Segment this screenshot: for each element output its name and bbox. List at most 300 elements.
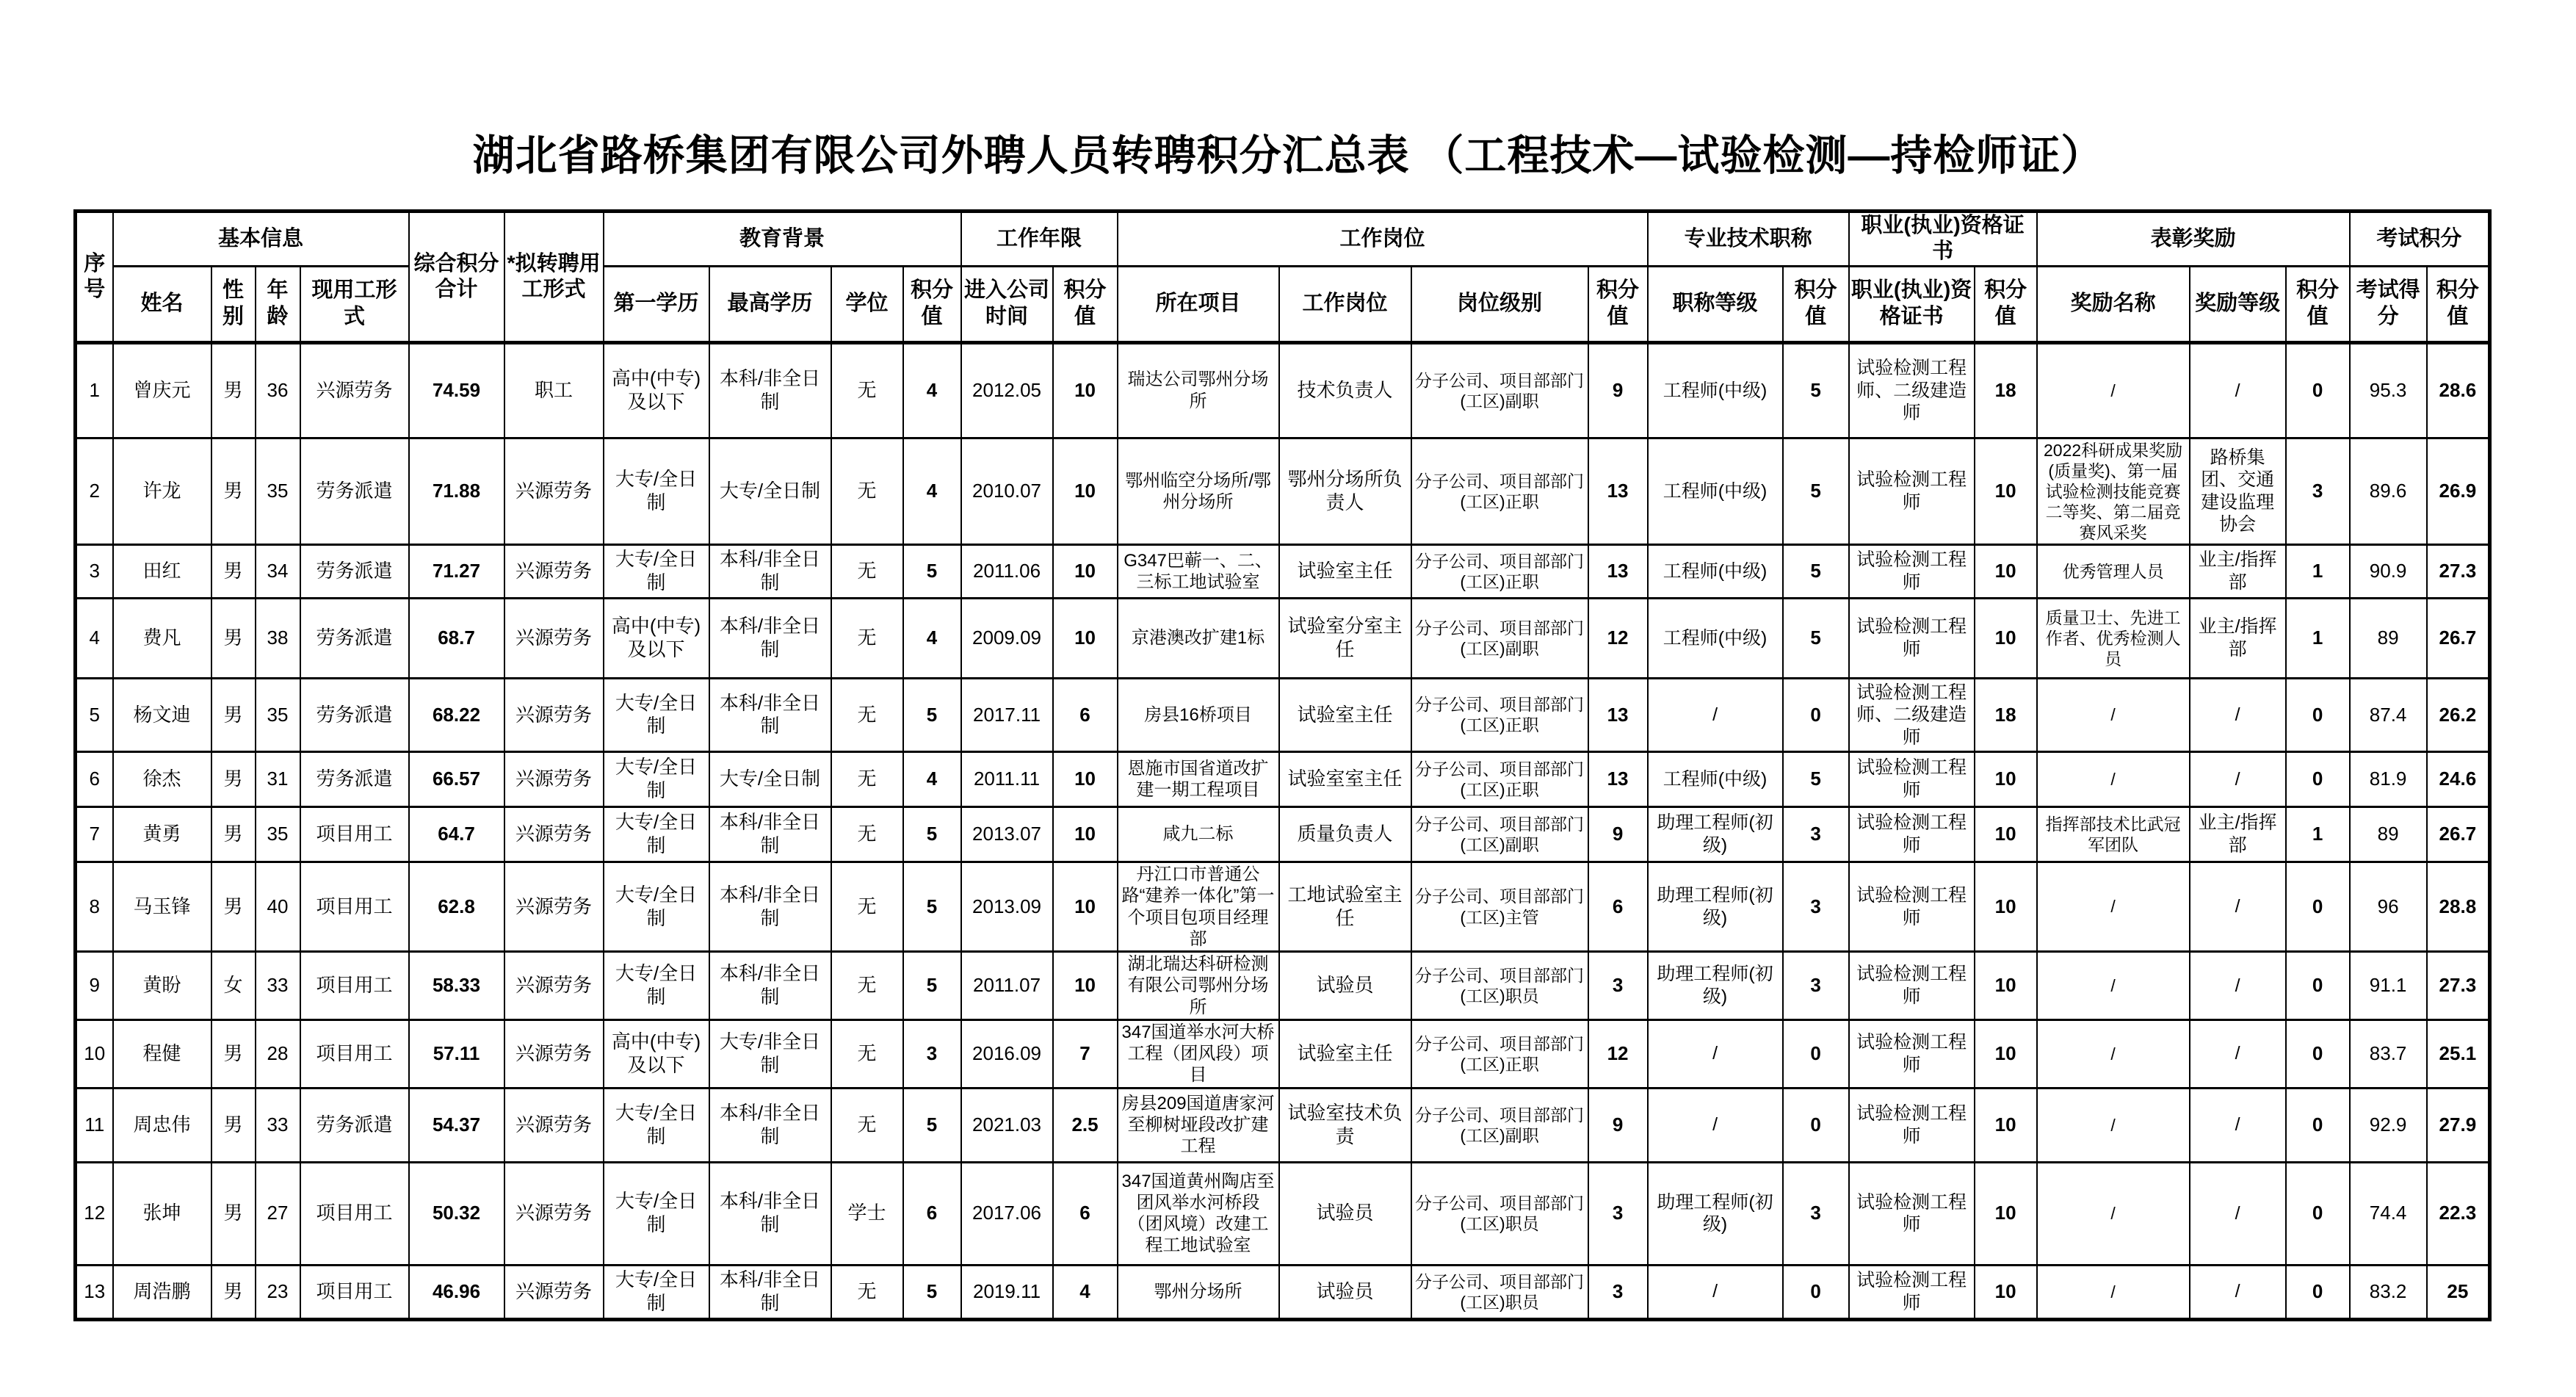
header-group-cert: 职业(执业)资格证书: [1849, 212, 2037, 267]
header-group-exam: 考试积分: [2350, 212, 2490, 267]
cell-degree: 学士: [831, 1162, 903, 1265]
cell-gender: 男: [211, 342, 256, 438]
cell-name: 张坤: [113, 1162, 211, 1265]
cell-name: 程健: [113, 1019, 211, 1088]
cell-years-score: 2.5: [1053, 1088, 1118, 1162]
cell-cert: 试验检测工程师: [1849, 806, 1975, 862]
cell-total-score: 71.27: [409, 544, 504, 598]
cell-post: 试验室技术负责: [1279, 1088, 1411, 1162]
cell-current-form: 兴源劳务: [300, 342, 409, 438]
cell-degree: 无: [831, 544, 903, 598]
cell-years-score: 4: [1053, 1265, 1118, 1319]
header-cell-years-score: 积分值: [1053, 266, 1118, 342]
cell-years-score: 6: [1053, 678, 1118, 751]
cell-xuhao: 5: [76, 678, 113, 751]
cell-award-name: /: [2037, 1019, 2190, 1088]
cell-age: 34: [256, 544, 300, 598]
cell-edu-score: 5: [903, 806, 961, 862]
cell-edu-score: 5: [903, 1088, 961, 1162]
cell-title-score: 0: [1783, 1088, 1849, 1162]
cell-cert: 试验检测工程师: [1849, 598, 1975, 678]
cell-title-level: 工程师(中级): [1648, 438, 1783, 544]
cell-exam-score: 89.6: [2350, 438, 2427, 544]
cell-first-degree: 大专/全日制: [604, 1088, 709, 1162]
cell-total-score: 64.7: [409, 806, 504, 862]
header-cell-xuhao: 序号: [76, 212, 113, 343]
cell-gender: 男: [211, 598, 256, 678]
cell-title-level: 助理工程师(初级): [1648, 1162, 1783, 1265]
table-row: [76, 544, 2490, 598]
cell-award-name: /: [2037, 1162, 2190, 1265]
cell-total-score: 74.59: [409, 342, 504, 438]
cell-project: G347巴蕲一、二、三标工地试验室: [1118, 544, 1279, 598]
cell-post-level: 分子公司、项目部部门(工区)职员: [1411, 1162, 1588, 1265]
cell-post-level: 分子公司、项目部部门(工区)正职: [1411, 438, 1588, 544]
cell-highest-degree: 本科/非全日制: [709, 952, 831, 1020]
cell-post-score: 12: [1588, 598, 1648, 678]
cell-cert: 试验检测工程师: [1849, 438, 1975, 544]
cell-award-level: 路桥集团、交通建设监理协会: [2190, 438, 2286, 544]
cell-exam-points: 24.6: [2427, 751, 2490, 806]
cell-project: 347国道黄州陶店至团风举水河桥段（团风境）改建工程工地试验室: [1118, 1162, 1279, 1265]
cell-name: 周浩鹏: [113, 1265, 211, 1319]
cell-join-time: 2021.03: [961, 1088, 1053, 1162]
cell-award-level: 业主/指挥部: [2190, 544, 2286, 598]
header-cell-proposed-form: *拟转聘用工形式: [504, 212, 604, 343]
cell-award-score: 0: [2286, 1019, 2350, 1088]
cell-title-level: 工程师(中级): [1648, 598, 1783, 678]
cell-project: 京港澳改扩建1标: [1118, 598, 1279, 678]
cell-edu-score: 5: [903, 544, 961, 598]
cell-post-score: 13: [1588, 678, 1648, 751]
cell-total-score: 50.32: [409, 1162, 504, 1265]
cell-edu-score: 5: [903, 678, 961, 751]
cell-edu-score: 4: [903, 438, 961, 544]
table-row: [76, 751, 2490, 806]
cell-first-degree: 大专/全日制: [604, 1162, 709, 1265]
cell-years-score: 10: [1053, 438, 1118, 544]
cell-highest-degree: 大专/非全日制: [709, 1019, 831, 1088]
table-row: [76, 678, 2490, 751]
cell-post: 试验员: [1279, 1265, 1411, 1319]
cell-current-form: 项目用工: [300, 862, 409, 951]
header-cell-total-score: 综合积分合计: [409, 212, 504, 343]
cell-award-level: /: [2190, 751, 2286, 806]
cell-title-score: 3: [1783, 952, 1849, 1020]
cell-gender: 男: [211, 751, 256, 806]
cell-gender: 男: [211, 862, 256, 951]
cell-total-score: 68.22: [409, 678, 504, 751]
cell-post-level: 分子公司、项目部部门(工区)副职: [1411, 598, 1588, 678]
cell-title-score: 5: [1783, 544, 1849, 598]
header-group-post: 工作岗位: [1118, 212, 1648, 267]
cell-project: 湖北瑞达科研检测有限公司鄂州分场所: [1118, 952, 1279, 1020]
cell-exam-score: 89: [2350, 806, 2427, 862]
cell-name: 许龙: [113, 438, 211, 544]
cell-highest-degree: 本科/非全日制: [709, 678, 831, 751]
cell-highest-degree: 大专/全日制: [709, 751, 831, 806]
cell-degree: 无: [831, 1019, 903, 1088]
cell-age: 23: [256, 1265, 300, 1319]
cell-total-score: 62.8: [409, 862, 504, 951]
cell-proposed-form: 兴源劳务: [504, 1019, 604, 1088]
cell-post: 试验员: [1279, 952, 1411, 1020]
cell-exam-points: 22.3: [2427, 1162, 2490, 1265]
cell-cert-score: 10: [1975, 751, 2037, 806]
cell-cert-score: 10: [1975, 806, 2037, 862]
cell-exam-score: 74.4: [2350, 1162, 2427, 1265]
cell-xuhao: 8: [76, 862, 113, 951]
cell-proposed-form: 兴源劳务: [504, 1265, 604, 1319]
cell-current-form: 项目用工: [300, 806, 409, 862]
cell-proposed-form: 兴源劳务: [504, 952, 604, 1020]
cell-years-score: 10: [1053, 806, 1118, 862]
cell-exam-points: 26.2: [2427, 678, 2490, 751]
cell-post-level: 分子公司、项目部部门(工区)职员: [1411, 952, 1588, 1020]
cell-title-level: /: [1648, 1019, 1783, 1088]
cell-award-score: 0: [2286, 751, 2350, 806]
cell-cert: 试验检测工程师: [1849, 1019, 1975, 1088]
cell-post-level: 分子公司、项目部部门(工区)正职: [1411, 1019, 1588, 1088]
cell-post: 技术负责人: [1279, 342, 1411, 438]
cell-title-level: 工程师(中级): [1648, 751, 1783, 806]
cell-gender: 男: [211, 1162, 256, 1265]
cell-award-name: /: [2037, 952, 2190, 1020]
header-cell-title-level: 职称等级: [1648, 266, 1783, 342]
cell-project: 房县209国道唐家河至柳树垭段改扩建工程: [1118, 1088, 1279, 1162]
header-group-years: 工作年限: [961, 212, 1118, 267]
cell-name: 杨文迪: [113, 678, 211, 751]
cell-proposed-form: 兴源劳务: [504, 1088, 604, 1162]
cell-degree: 无: [831, 751, 903, 806]
cell-current-form: 项目用工: [300, 1019, 409, 1088]
cell-post: 试验室主任: [1279, 544, 1411, 598]
header-cell-gender: 性别: [211, 266, 256, 342]
table-body: [76, 342, 2490, 1319]
cell-edu-score: 5: [903, 1265, 961, 1319]
header-cell-cert-score: 积分值: [1975, 266, 2037, 342]
cell-post-score: 9: [1588, 342, 1648, 438]
cell-current-form: 劳务派遣: [300, 678, 409, 751]
cell-title-level: 助理工程师(初级): [1648, 952, 1783, 1020]
cell-highest-degree: 本科/非全日制: [709, 1162, 831, 1265]
cell-post: 鄂州分场所负责人: [1279, 438, 1411, 544]
cell-highest-degree: 本科/非全日制: [709, 1088, 831, 1162]
table-row: [76, 1088, 2490, 1162]
cell-name: 曾庆元: [113, 342, 211, 438]
cell-title-score: 3: [1783, 806, 1849, 862]
table-row: [76, 952, 2490, 1020]
cell-first-degree: 大专/全日制: [604, 438, 709, 544]
cell-post: 试验室主任: [1279, 1019, 1411, 1088]
header-cell-age: 年龄: [256, 266, 300, 342]
cell-edu-score: 4: [903, 751, 961, 806]
cell-cert: 试验检测工程师: [1849, 862, 1975, 951]
cell-post-score: 12: [1588, 1019, 1648, 1088]
header-cell-award-score: 积分值: [2286, 266, 2350, 342]
cell-award-name: 质量卫士、先进工作者、优秀检测人员: [2037, 598, 2190, 678]
cell-degree: 无: [831, 1265, 903, 1319]
cell-cert: 试验检测工程师: [1849, 544, 1975, 598]
cell-first-degree: 大专/全日制: [604, 751, 709, 806]
cell-post-score: 3: [1588, 1162, 1648, 1265]
cell-proposed-form: 兴源劳务: [504, 544, 604, 598]
cell-gender: 男: [211, 1088, 256, 1162]
cell-title-score: 3: [1783, 862, 1849, 951]
cell-post: 试验室室主任: [1279, 751, 1411, 806]
cell-award-score: 0: [2286, 1265, 2350, 1319]
cell-degree: 无: [831, 806, 903, 862]
cell-name: 徐杰: [113, 751, 211, 806]
cell-post-score: 9: [1588, 1088, 1648, 1162]
cell-exam-score: 95.3: [2350, 342, 2427, 438]
cell-cert: 试验检测工程师、二级建造师: [1849, 342, 1975, 438]
cell-post: 试验室主任: [1279, 678, 1411, 751]
header-cell-current-form: 现用工形式: [300, 266, 409, 342]
cell-title-score: 0: [1783, 1019, 1849, 1088]
cell-xuhao: 12: [76, 1162, 113, 1265]
cell-years-score: 7: [1053, 1019, 1118, 1088]
cell-exam-score: 92.9: [2350, 1088, 2427, 1162]
cell-degree: 无: [831, 862, 903, 951]
cell-highest-degree: 大专/全日制: [709, 438, 831, 544]
cell-award-score: 0: [2286, 862, 2350, 951]
cell-first-degree: 高中(中专)及以下: [604, 342, 709, 438]
cell-post-level: 分子公司、项目部部门(工区)副职: [1411, 342, 1588, 438]
cell-xuhao: 1: [76, 342, 113, 438]
header-cell-post: 工作岗位: [1279, 266, 1411, 342]
cell-post-score: 13: [1588, 751, 1648, 806]
cell-join-time: 2009.09: [961, 598, 1053, 678]
cell-post-score: 9: [1588, 806, 1648, 862]
cell-gender: 男: [211, 438, 256, 544]
cell-post: 试验员: [1279, 1162, 1411, 1265]
cell-xuhao: 2: [76, 438, 113, 544]
cell-years-score: 10: [1053, 862, 1118, 951]
header-cell-exam-score: 考试得分: [2350, 266, 2427, 342]
table-row: [76, 342, 2490, 438]
cell-years-score: 10: [1053, 952, 1118, 1020]
cell-highest-degree: 本科/非全日制: [709, 598, 831, 678]
cell-award-level: /: [2190, 1019, 2286, 1088]
cell-xuhao: 6: [76, 751, 113, 806]
cell-post-level: 分子公司、项目部部门(工区)正职: [1411, 544, 1588, 598]
score-summary-table: [73, 209, 2492, 1321]
cell-current-form: 劳务派遣: [300, 1088, 409, 1162]
cell-title-score: 5: [1783, 751, 1849, 806]
cell-title-level: /: [1648, 1265, 1783, 1319]
cell-award-level: /: [2190, 862, 2286, 951]
cell-total-score: 66.57: [409, 751, 504, 806]
cell-join-time: 2013.07: [961, 806, 1053, 862]
cell-xuhao: 11: [76, 1088, 113, 1162]
cell-exam-score: 91.1: [2350, 952, 2427, 1020]
cell-proposed-form: 兴源劳务: [504, 438, 604, 544]
cell-post: 试验室分室主任: [1279, 598, 1411, 678]
cell-award-name: /: [2037, 751, 2190, 806]
cell-post-level: 分子公司、项目部部门(工区)副职: [1411, 1088, 1588, 1162]
cell-total-score: 54.37: [409, 1088, 504, 1162]
cell-award-name: /: [2037, 678, 2190, 751]
cell-award-name: /: [2037, 342, 2190, 438]
cell-cert: 试验检测工程师、二级建造师: [1849, 678, 1975, 751]
cell-first-degree: 高中(中专)及以下: [604, 1019, 709, 1088]
cell-cert-score: 10: [1975, 544, 2037, 598]
header-cell-highest-degree: 最高学历: [709, 266, 831, 342]
cell-award-score: 0: [2286, 952, 2350, 1020]
cell-edu-score: 5: [903, 952, 961, 1020]
cell-gender: 男: [211, 544, 256, 598]
header-cell-exam-points: 积分值: [2427, 266, 2490, 342]
cell-award-level: /: [2190, 1162, 2286, 1265]
cell-name: 黄勇: [113, 806, 211, 862]
header-group-education: 教育背景: [604, 212, 961, 267]
cell-join-time: 2011.06: [961, 544, 1053, 598]
cell-project: 瑞达公司鄂州分场所: [1118, 342, 1279, 438]
cell-years-score: 10: [1053, 598, 1118, 678]
cell-proposed-form: 兴源劳务: [504, 862, 604, 951]
cell-xuhao: 10: [76, 1019, 113, 1088]
cell-award-level: /: [2190, 678, 2286, 751]
cell-age: 36: [256, 342, 300, 438]
cell-first-degree: 大专/全日制: [604, 544, 709, 598]
cell-title-score: 5: [1783, 598, 1849, 678]
cell-degree: 无: [831, 438, 903, 544]
cell-award-score: 1: [2286, 598, 2350, 678]
cell-cert-score: 18: [1975, 678, 2037, 751]
cell-xuhao: 3: [76, 544, 113, 598]
cell-name: 费凡: [113, 598, 211, 678]
cell-proposed-form: 职工: [504, 342, 604, 438]
cell-proposed-form: 兴源劳务: [504, 751, 604, 806]
cell-years-score: 6: [1053, 1162, 1118, 1265]
cell-age: 35: [256, 678, 300, 751]
cell-degree: 无: [831, 342, 903, 438]
cell-project: 丹江口市普通公路“建养一体化”第一个项目包项目经理部: [1118, 862, 1279, 951]
cell-award-level: /: [2190, 1088, 2286, 1162]
table-row: [76, 1162, 2490, 1265]
cell-years-score: 10: [1053, 544, 1118, 598]
cell-post: 工地试验室主任: [1279, 862, 1411, 951]
cell-cert: 试验检测工程师: [1849, 1088, 1975, 1162]
cell-exam-score: 89: [2350, 598, 2427, 678]
cell-post-level: 分子公司、项目部部门(工区)职员: [1411, 1265, 1588, 1319]
header-cell-project: 所在项目: [1118, 266, 1279, 342]
cell-xuhao: 4: [76, 598, 113, 678]
cell-post-level: 分子公司、项目部部门(工区)正职: [1411, 678, 1588, 751]
cell-degree: 无: [831, 598, 903, 678]
header-cell-first-degree: 第一学历: [604, 266, 709, 342]
header-cell-title-score: 积分值: [1783, 266, 1849, 342]
cell-award-score: 3: [2286, 438, 2350, 544]
cell-cert-score: 10: [1975, 1162, 2037, 1265]
cell-current-form: 项目用工: [300, 952, 409, 1020]
cell-post: 质量负责人: [1279, 806, 1411, 862]
cell-title-score: 3: [1783, 1162, 1849, 1265]
cell-award-level: /: [2190, 952, 2286, 1020]
cell-exam-points: 26.7: [2427, 598, 2490, 678]
cell-proposed-form: 兴源劳务: [504, 806, 604, 862]
header-group-row: [76, 212, 2490, 267]
cell-total-score: 68.7: [409, 598, 504, 678]
cell-xuhao: 7: [76, 806, 113, 862]
cell-award-level: /: [2190, 1265, 2286, 1319]
cell-gender: 女: [211, 952, 256, 1020]
cell-award-score: 0: [2286, 1162, 2350, 1265]
cell-award-name: 优秀管理人员: [2037, 544, 2190, 598]
cell-total-score: 46.96: [409, 1265, 504, 1319]
cell-highest-degree: 本科/非全日制: [709, 342, 831, 438]
cell-project: 咸九二标: [1118, 806, 1279, 862]
cell-cert: 试验检测工程师: [1849, 1162, 1975, 1265]
cell-title-level: /: [1648, 1088, 1783, 1162]
cell-name: 黄盼: [113, 952, 211, 1020]
cell-post-score: 6: [1588, 862, 1648, 951]
cell-award-score: 0: [2286, 1088, 2350, 1162]
cell-age: 38: [256, 598, 300, 678]
cell-cert-score: 10: [1975, 1265, 2037, 1319]
cell-exam-points: 27.3: [2427, 952, 2490, 1020]
cell-edu-score: 5: [903, 862, 961, 951]
cell-exam-points: 28.6: [2427, 342, 2490, 438]
header-cell-cert: 职业(执业)资格证书: [1849, 266, 1975, 342]
header-group-award: 表彰奖励: [2037, 212, 2350, 267]
header-cell-edu-score: 积分值: [903, 266, 961, 342]
cell-post-level: 分子公司、项目部部门(工区)主管: [1411, 862, 1588, 951]
cell-cert-score: 10: [1975, 598, 2037, 678]
cell-join-time: 2010.07: [961, 438, 1053, 544]
cell-exam-points: 28.8: [2427, 862, 2490, 951]
cell-current-form: 项目用工: [300, 1162, 409, 1265]
cell-xuhao: 9: [76, 952, 113, 1020]
cell-join-time: 2011.07: [961, 952, 1053, 1020]
cell-first-degree: 大专/全日制: [604, 862, 709, 951]
cell-highest-degree: 本科/非全日制: [709, 862, 831, 951]
table-row: [76, 806, 2490, 862]
cell-highest-degree: 本科/非全日制: [709, 1265, 831, 1319]
cell-cert-score: 10: [1975, 952, 2037, 1020]
cell-award-score: 0: [2286, 678, 2350, 751]
cell-total-score: 57.11: [409, 1019, 504, 1088]
cell-current-form: 劳务派遣: [300, 544, 409, 598]
cell-degree: 无: [831, 1088, 903, 1162]
cell-name: 马玉锋: [113, 862, 211, 951]
cell-gender: 男: [211, 806, 256, 862]
cell-total-score: 58.33: [409, 952, 504, 1020]
cell-current-form: 项目用工: [300, 1265, 409, 1319]
cell-first-degree: 大专/全日制: [604, 806, 709, 862]
cell-degree: 无: [831, 678, 903, 751]
cell-age: 35: [256, 806, 300, 862]
cell-age: 27: [256, 1162, 300, 1265]
cell-project: 房县16桥项目: [1118, 678, 1279, 751]
cell-award-level: 业主/指挥部: [2190, 806, 2286, 862]
cell-join-time: 2013.09: [961, 862, 1053, 951]
cell-cert: 试验检测工程师: [1849, 751, 1975, 806]
cell-award-level: 业主/指挥部: [2190, 598, 2286, 678]
cell-join-time: 2019.11: [961, 1265, 1053, 1319]
cell-exam-score: 96: [2350, 862, 2427, 951]
header-cell-name: 姓名: [113, 266, 211, 342]
cell-exam-score: 83.2: [2350, 1265, 2427, 1319]
cell-title-level: /: [1648, 678, 1783, 751]
cell-highest-degree: 本科/非全日制: [709, 544, 831, 598]
cell-name: 周忠伟: [113, 1088, 211, 1162]
page-title: 湖北省路桥集团有限公司外聘人员转聘积分汇总表 （工程技术—试验检测—持检师证）: [472, 132, 2104, 179]
cell-join-time: 2017.06: [961, 1162, 1053, 1265]
cell-post-level: 分子公司、项目部部门(工区)正职: [1411, 751, 1588, 806]
cell-post-score: 3: [1588, 952, 1648, 1020]
